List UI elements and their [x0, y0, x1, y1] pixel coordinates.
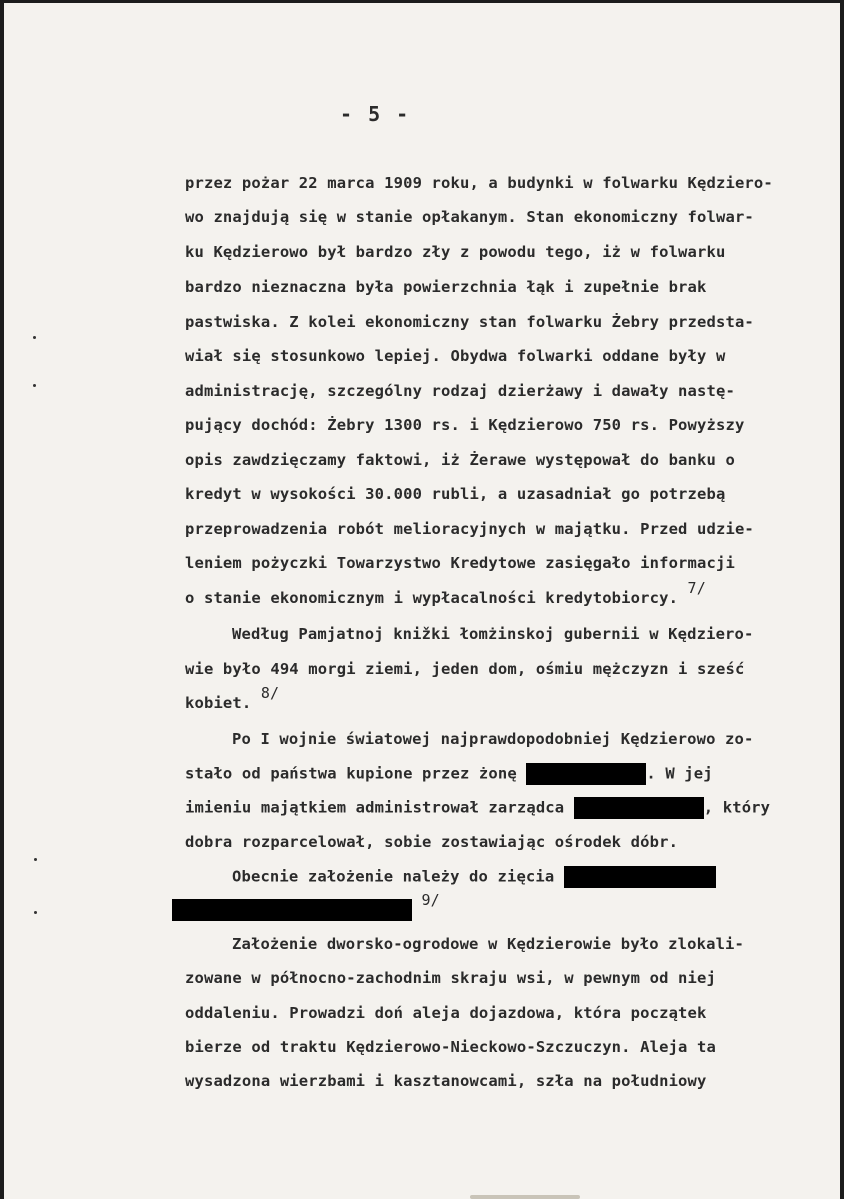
page-number: - 5 -	[340, 102, 411, 126]
text-line: Według Pamjatnoj knižki łomżinskoj gubernii w Kędziero-	[232, 625, 754, 643]
footnote-marker-7: 7/	[687, 579, 706, 597]
margin-mark	[33, 336, 36, 339]
text-fragment: , który	[703, 798, 771, 817]
text-line: Założenie dworsko-ogrodowe w Kędzierowie było zlokali-	[232, 935, 745, 953]
text-line-with-footnote	[185, 579, 785, 608]
text-line: bardzo nieznaczna była powierzchnia łąk i zupełnie brak	[185, 278, 707, 296]
footnote-marker-9: 9/	[421, 890, 440, 909]
text-line: kredyt w wysokości 30.000 rubli, a uzasadniał go potrzebą	[185, 485, 726, 503]
text-line: opis zawdzięczamy faktowi, iż Żerawe występował do banku o	[185, 451, 735, 469]
text-fragment: Obecnie założenie należy do zięcia	[232, 867, 555, 886]
text-line-with-redaction	[185, 890, 785, 921]
text-line: wiał się stosunkowo lepiej. Obydwa folwarki oddane były w	[185, 347, 726, 365]
text-line: przez pożar 22 marca 1909 roku, a budynki w folwarku Kędziero-	[185, 174, 773, 192]
text-line: przeprowadzenia robót melioracyjnych w majątku. Przed udzie-	[185, 520, 754, 538]
redaction-block	[574, 797, 704, 819]
text-fragment: stało od państwa kupione przez żonę	[185, 764, 517, 783]
redaction-block	[564, 866, 716, 888]
text-line: o stanie ekonomicznym i wypłacalności kredytobiorcy.	[185, 589, 679, 607]
text-line-with-redaction	[185, 797, 785, 819]
text-line: wysadzona wierzbami i kasztanowcami, szła na południowy	[185, 1072, 707, 1090]
margin-mark	[34, 858, 37, 861]
margin-mark	[34, 911, 37, 914]
text-line: Po I wojnie światowej najprawdopodobniej Kędzierowo zo-	[232, 730, 754, 748]
text-line: administrację, szczególny rodzaj dzierżawy i dawały nastę-	[185, 382, 735, 400]
scan-edge-mark	[470, 1195, 580, 1199]
margin-mark	[33, 384, 36, 387]
text-line-with-footnote	[185, 684, 785, 713]
text-line: wie było 494 morgi ziemi, jeden dom, ośmiu mężczyzn i sześć	[185, 660, 745, 678]
text-line: pastwiska. Z kolei ekonomiczny stan folwarku Żebry przedsta-	[185, 313, 754, 331]
footnote-marker-8: 8/	[260, 684, 280, 702]
text-fragment: . W jej	[646, 764, 713, 783]
text-line: leniem pożyczki Towarzystwo Kredytowe zasięgało informacji	[185, 554, 735, 572]
text-line: ku Kędzierowo był bardzo zły z powodu tego, iż w folwarku	[185, 243, 726, 261]
text-line: wo znajdują się w stanie opłakanym. Stan ekonomiczny folwar-	[185, 208, 754, 226]
text-line-with-redaction	[185, 763, 785, 785]
text-line: kobiet.	[185, 694, 252, 712]
redaction-block	[172, 899, 412, 921]
text-line: dobra rozparcelował, sobie zostawiając ośrodek dóbr.	[185, 833, 679, 851]
text-line: zowane w północno-zachodnim skraju wsi, w pewnym od niej	[185, 969, 716, 987]
redaction-block	[526, 763, 646, 785]
text-line-with-redaction	[232, 866, 832, 888]
text-line: bierze od traktu Kędzierowo-Nieckowo-Szczuczyn. Aleja ta	[185, 1038, 716, 1056]
text-fragment: imieniu majątkiem administrował zarządca	[185, 798, 565, 817]
text-line: pujący dochód: Żebry 1300 rs. i Kędzierowo 750 rs. Powyższy	[185, 416, 745, 434]
text-line: oddaleniu. Prowadzi doń aleja dojazdowa, która początek	[185, 1004, 707, 1022]
